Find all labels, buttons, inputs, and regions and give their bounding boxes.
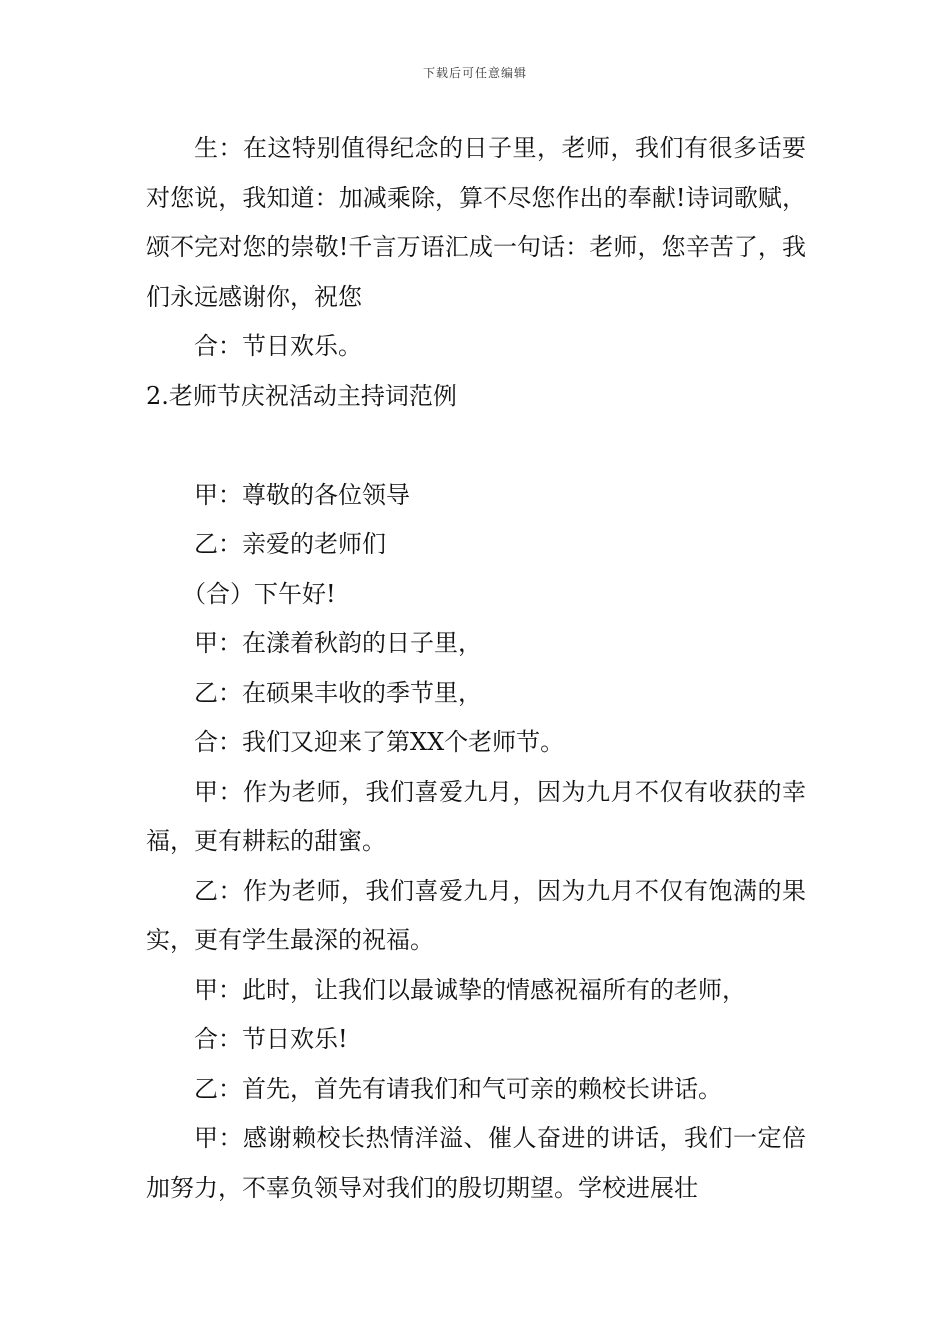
paragraph-jia-1: 甲：尊敬的各位领导: [194, 480, 410, 509]
paragraph-together-1: 合：节日欢乐。: [194, 332, 362, 360]
page-header: 下载后可任意编辑: [422, 66, 527, 80]
paragraph-yi-1: 乙：亲爱的老师们: [194, 530, 386, 558]
document-body: [146, 124, 806, 1213]
paragraph-yi-3: 乙：作为老师，我们喜爱九月，因为九月不仅有饱满的果实，更有学生最深的祝福。: [146, 876, 806, 954]
paragraph-together-4: 合：节日欢乐!: [194, 1025, 348, 1053]
paragraph-jia-3: 甲：作为老师，我们喜爱九月，因为九月不仅有收获的幸福，更有耕耘的甜蜜。: [146, 777, 806, 855]
blank-line: [146, 421, 806, 471]
paragraph-jia-5: 甲：感谢赖校长热情洋溢、催人奋进的讲话，我们一定倍加努力，不辜负领导对我们的殷切期望。学校进展壮: [146, 1124, 806, 1202]
paragraph-yi-4: 乙：首先，首先有请我们和气可亲的赖校长讲话。: [194, 1074, 722, 1103]
paragraph-yi-2: 乙：在硕果丰收的季节里，: [194, 678, 482, 707]
section-heading: 2.老师节庆祝活动主持词范例: [146, 381, 457, 410]
paragraph-student-speech: 生：在这特别值得纪念的日子里，老师，我们有很多话要对您说，我知道：加减乘除，算不尽您作出的奉献!诗词歌赋，颂不完对您的崇敬!千言万语汇成一句话：老师，您辛苦了，我们永远感谢你，祝您: [146, 134, 806, 311]
paragraph-jia-2: 甲：在漾着秋韵的日子里，: [194, 629, 482, 657]
paragraph-together-2: （合）下午好!: [182, 579, 336, 608]
paragraph-jia-4: 甲：此时，让我们以最诚挚的情感祝福所有的老师，: [194, 975, 746, 1004]
paragraph-together-3: 合：我们又迎来了第XX个老师节。: [194, 728, 565, 756]
